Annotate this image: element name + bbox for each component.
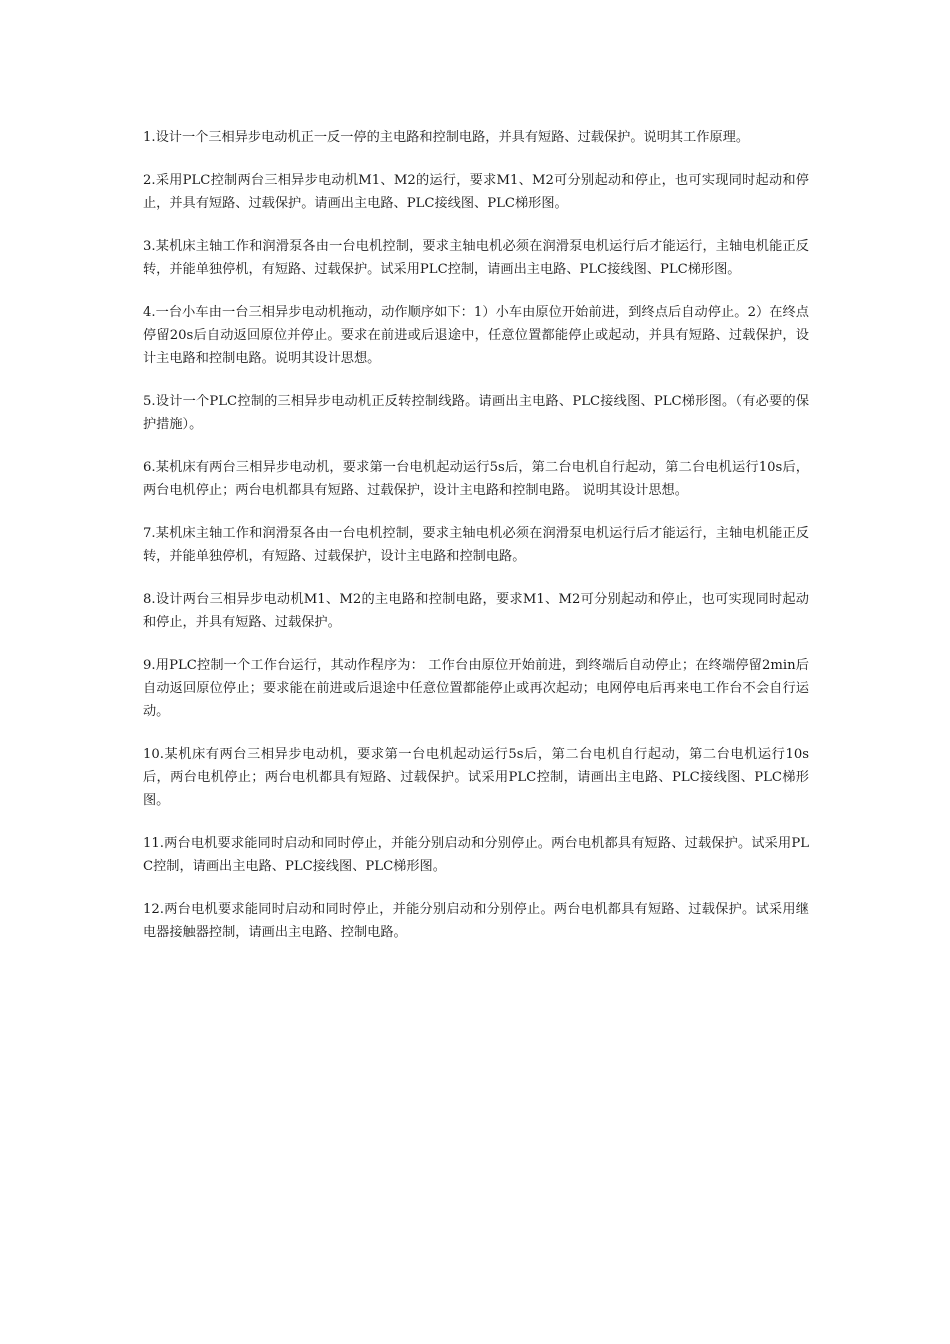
question-4: 4.一台小车由一台三相异步电动机拖动，动作顺序如下：1）小车由原位开始前进，到终点后自动停止。2）在终点停留20s后自动返回原位并停止。要求在前进或后退途中，任意位置都能停止或起动，并具有短路、过载保护，设计主电路和控制电路。说明其设计思想。 bbox=[143, 305, 809, 366]
question-list bbox=[143, 126, 809, 964]
question-6: 6.某机床有两台三相异步电动机，要求第一台电机起动运行5s后，第二台电机自行起动，第二台电机运行10s后，两台电机停止；两台电机都具有短路、过载保护，设计主电路和控制电路。 说明其设计思想。 bbox=[143, 460, 809, 498]
question-10: 10.某机床有两台三相异步电动机，要求第一台电机起动运行5s后，第二台电机自行起动，第二台电机运行10s后，两台电机停止；两台电机都具有短路、过载保护。试采用PLC控制，请画出主电路、PLC接线图、PLC梯形图。 bbox=[143, 747, 809, 808]
question-11: 11.两台电机要求能同时启动和同时停止，并能分别启动和分别停止。两台电机都具有短路、过载保护。试采用PLC控制，请画出主电路、PLC接线图、PLC梯形图。 bbox=[143, 836, 809, 874]
question-12: 12.两台电机要求能同时启动和同时停止，并能分别启动和分别停止。两台电机都具有短路、过载保护。试采用继电器接触器控制，请画出主电路、控制电路。 bbox=[143, 902, 809, 940]
question-1: 1.设计一个三相异步电动机正一反一停的主电路和控制电路，并具有短路、过载保护。说明其工作原理。 bbox=[143, 130, 750, 145]
question-2: 2.采用PLC控制两台三相异步电动机M1、M2的运行，要求M1、M2可分别起动和停止，也可实现同时起动和停止，并具有短路、过载保护。请画出主电路、PLC接线图、PLC梯形图。 bbox=[143, 173, 809, 211]
question-5: 5.设计一个PLC控制的三相异步电动机正反转控制线路。请画出主电路、PLC接线图、PLC梯形图。（有必要的保护措施）。 bbox=[143, 394, 810, 432]
question-3: 3.某机床主轴工作和润滑泵各由一台电机控制，要求主轴电机必须在润滑泵电机运行后才能运行，主轴电机能正反转，并能单独停机，有短路、过载保护。试采用PLC控制，请画出主电路、PLC接线图、PLC梯形图。 bbox=[143, 239, 809, 277]
question-9: 9.用PLC控制一个工作台运行，其动作程序为： 工作台由原位开始前进，到终端后自动停止；在终端停留2min后自动返回原位停止；要求能在前进或后退途中任意位置都能停止或再次起动；电网停电后再来电工作台不会自行运动。 bbox=[143, 658, 809, 719]
question-8: 8.设计两台三相异步电动机M1、M2的主电路和控制电路，要求M1、M2可分别起动和停止，也可实现同时起动和停止，并具有短路、过载保护。 bbox=[143, 592, 809, 630]
question-7: 7.某机床主轴工作和润滑泵各由一台电机控制，要求主轴电机必须在润滑泵电机运行后才能运行，主轴电机能正反转，并能单独停机，有短路、过载保护，设计主电路和控制电路。 bbox=[143, 526, 809, 564]
